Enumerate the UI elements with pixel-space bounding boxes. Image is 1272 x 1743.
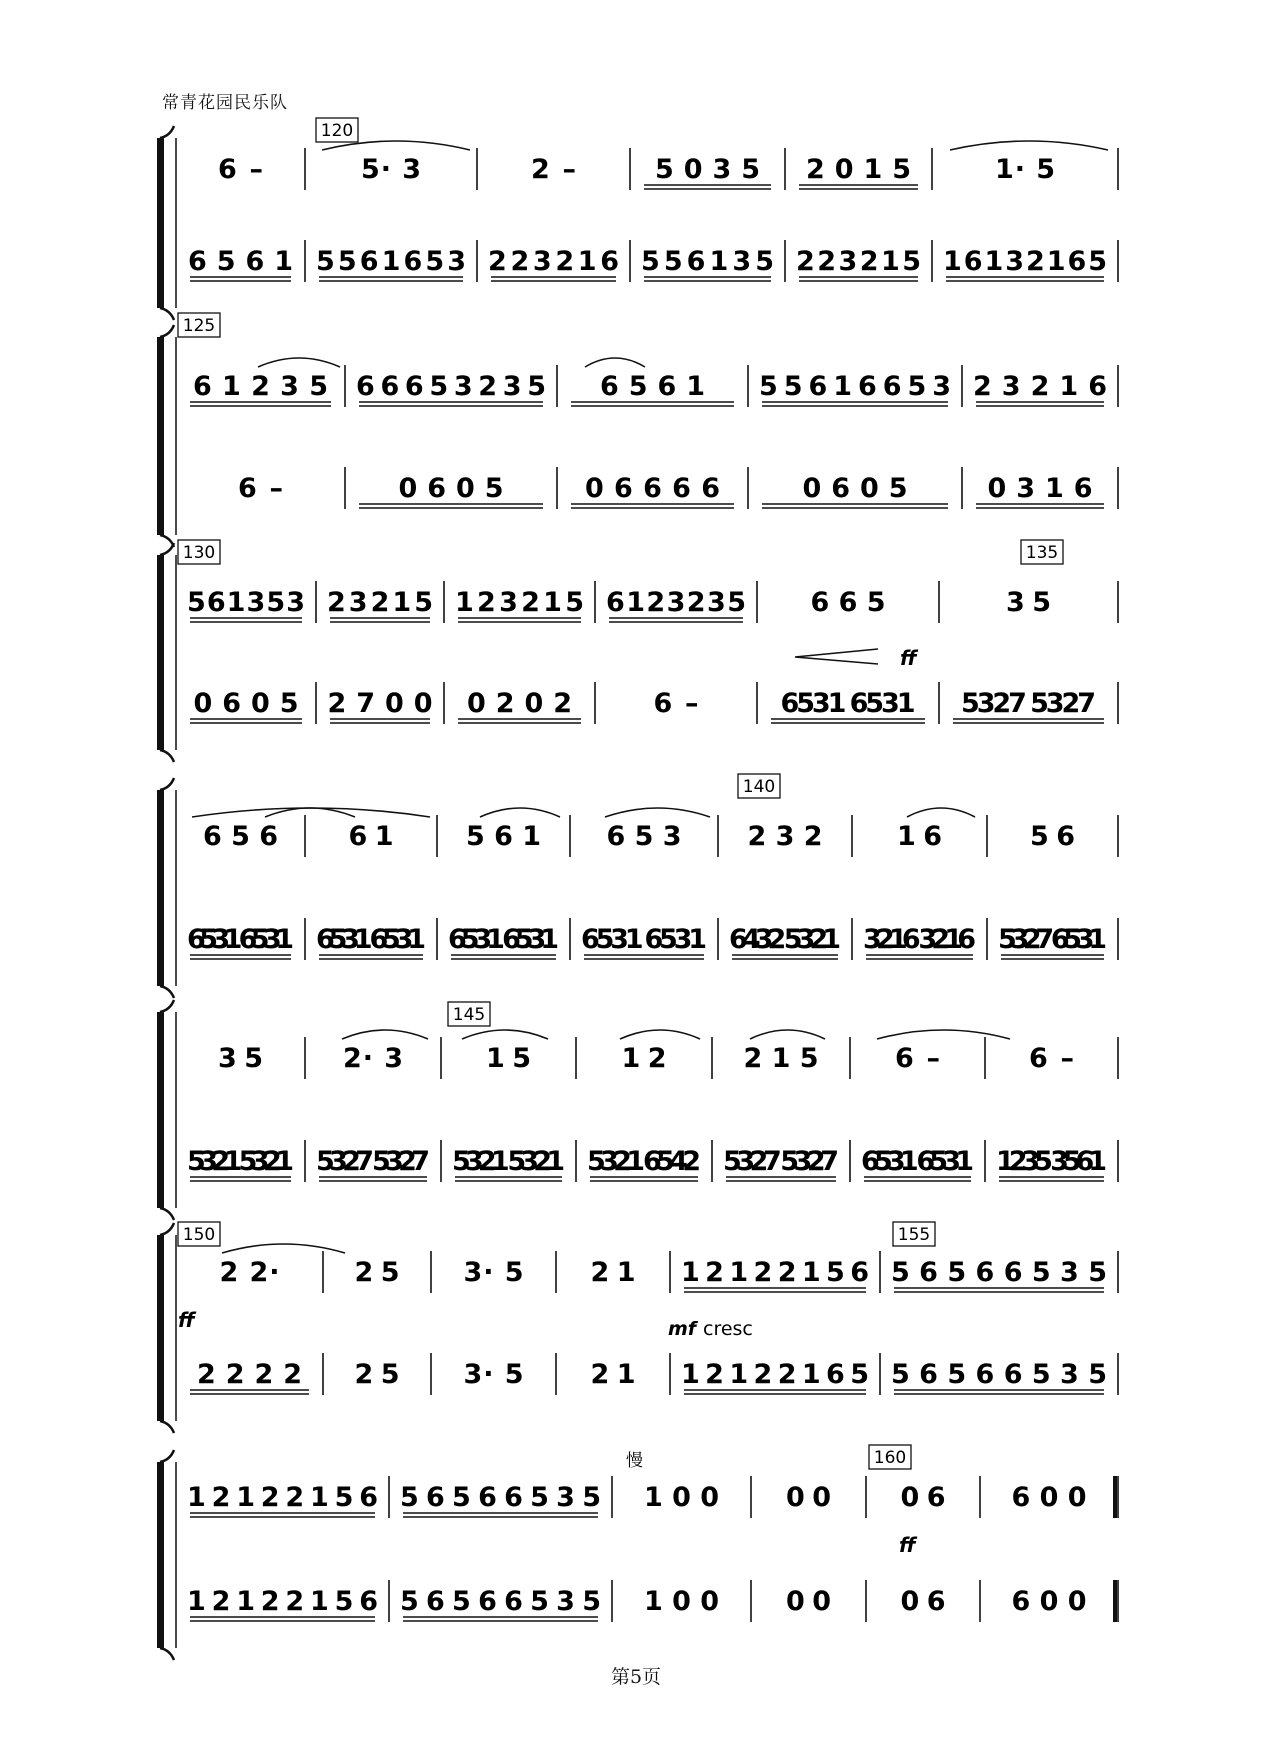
lower-measure: 0 2 0 2	[467, 688, 572, 719]
bracket-hook-top	[160, 1223, 174, 1235]
upper-measure: 6 1 2 3 5	[193, 371, 328, 402]
upper-measure: 3 5	[218, 1043, 263, 1074]
lower-measure: 5327 5327	[723, 1146, 839, 1177]
lower-measure: 0 3 1 6	[987, 473, 1093, 504]
cresc-marking: cresc	[703, 1318, 753, 1340]
rehearsal-mark-number: 140	[742, 777, 776, 797]
lower-measure: 6 0 0	[1011, 1586, 1087, 1617]
upper-measure: 2· 3	[343, 1043, 403, 1074]
lower-measure: 5 6 5 6 6 5 3 5	[891, 1359, 1107, 1390]
upper-measure: 2 2·	[219, 1257, 280, 1288]
upper-measure: 2 1	[590, 1257, 636, 1288]
upper-measure: 5 6 1	[466, 821, 541, 852]
dynamic-ff: ff	[900, 646, 917, 670]
bracket-hook-top	[160, 778, 174, 790]
lower-measure: 5327 5327	[316, 1146, 430, 1177]
lower-measure: 6432 5321	[729, 924, 841, 955]
slur	[222, 1244, 345, 1253]
lower-measure: 0 6 0 5	[398, 473, 504, 504]
upper-measure: 6 5 3	[606, 821, 682, 852]
lower-measure: 0 6	[900, 1586, 946, 1617]
upper-measure: 6 –	[895, 1043, 940, 1074]
upper-measure: 6 5 6	[203, 821, 278, 852]
lower-measure: 1235 3561	[996, 1146, 1107, 1177]
page-number: 第5页	[610, 1666, 662, 1688]
slur	[907, 808, 975, 817]
upper-measure: 6 5 6 1	[600, 371, 705, 402]
bracket-hook-top	[160, 325, 174, 337]
bracket-hook-top	[160, 1450, 174, 1462]
lower-measure: 6 5 6 1	[188, 246, 293, 277]
lower-measure: 2 5	[354, 1359, 400, 1390]
rehearsal-mark-number: 135	[1025, 543, 1059, 563]
lower-measure: 2 2 3 2 1 5	[796, 246, 921, 277]
lower-measure: 6 –	[653, 688, 699, 719]
bracket-hook-top	[160, 126, 174, 138]
lower-measure: 5321 5321	[452, 1146, 565, 1177]
upper-measure: 3· 5	[463, 1257, 524, 1288]
bracket-hook-top	[160, 543, 174, 555]
rehearsal-mark-number: 120	[320, 121, 354, 141]
lower-measure: 0 6 0 5	[802, 473, 908, 504]
upper-measure: 6 –	[1029, 1043, 1074, 1074]
upper-measure: 2 3 2 1 5	[327, 587, 433, 618]
upper-measure: 6 6 6 5 3 2 3 5	[356, 371, 546, 402]
upper-measure: 1 0 0	[644, 1482, 719, 1513]
lower-measure: 3· 5	[463, 1359, 524, 1390]
lower-measure: 0 0	[786, 1586, 831, 1617]
upper-measure: 5 6 1 3 5 3	[187, 587, 305, 618]
rehearsal-mark-number: 160	[873, 1448, 907, 1468]
system-bracket	[157, 1235, 164, 1421]
bracket-hook-bottom	[160, 1208, 174, 1220]
bracket-hook-bottom	[160, 1648, 174, 1660]
dynamic-mf: mf	[668, 1318, 697, 1340]
ensemble-header: 常青花园民乐队	[162, 93, 288, 113]
slur	[950, 141, 1108, 150]
lower-measure: 2 7 0 0	[327, 688, 433, 719]
upper-measure: 2 3 2 1 6	[973, 371, 1107, 402]
upper-measure: 1 2 3 2 1 5	[455, 587, 584, 618]
upper-measure: 0 6	[900, 1482, 946, 1513]
lower-measure: 6531 6531	[581, 924, 707, 955]
upper-measure: 2 –	[531, 154, 576, 185]
upper-measure: 1 2 1 2 2 1 5 6	[681, 1257, 869, 1288]
rehearsal-mark-number: 150	[182, 1225, 216, 1245]
lower-measure: 6531 6531	[316, 924, 426, 955]
system-bracket	[157, 337, 164, 535]
upper-measure: 3 5	[1006, 587, 1051, 618]
upper-measure: 5 6 5 6 6 5 3 5	[400, 1482, 601, 1513]
upper-measure: 6 6 5	[810, 587, 886, 618]
lower-measure: 6531 6531	[861, 1146, 974, 1177]
final-barline-lower	[1113, 1580, 1117, 1622]
slur	[620, 1030, 700, 1039]
bracket-hook-bottom	[160, 308, 174, 320]
final-barline-upper	[1113, 1476, 1117, 1518]
lower-measure: 5 5 6 1 6 5 3	[316, 246, 466, 277]
system-bracket	[157, 1012, 164, 1208]
upper-measure: 5 6	[1030, 821, 1075, 852]
upper-measure: 0 0	[786, 1482, 831, 1513]
lower-measure: 1 2 1 2 2 1 5 6	[187, 1586, 378, 1617]
slur	[258, 358, 340, 367]
lower-measure: 2 2 3 2 1 6	[488, 246, 619, 277]
slur	[480, 808, 560, 817]
upper-measure: 2 0 1 5	[806, 154, 911, 185]
rehearsal-mark-number: 155	[897, 1225, 931, 1245]
rehearsal-mark-number: 130	[182, 543, 216, 563]
system-bracket	[157, 1462, 164, 1648]
upper-measure: 2 3 2	[747, 821, 823, 852]
upper-measure: 1· 5	[995, 154, 1055, 185]
upper-measure: 1 2	[621, 1043, 667, 1074]
slur	[462, 1030, 548, 1039]
system-bracket	[157, 138, 164, 308]
upper-measure: 5· 3	[361, 154, 421, 185]
crescendo-hairpin	[795, 649, 878, 664]
lower-measure: 6531 6531	[448, 924, 559, 955]
lower-measure: 5327 5327	[961, 688, 1096, 719]
bracket-hook-bottom	[160, 750, 174, 762]
lower-measure: 1 2 1 2 2 1 6 5	[681, 1359, 869, 1390]
upper-measure: 6 0 0	[1011, 1482, 1087, 1513]
tempo-marking-slow: 慢	[626, 1451, 643, 1471]
upper-measure: 6 1 2 3 2 3 5	[606, 587, 746, 618]
lower-measure: 2 2 2 2	[197, 1359, 302, 1390]
upper-measure: 1 6	[897, 821, 942, 852]
lower-measure: 1 0 0	[644, 1586, 719, 1617]
slur	[342, 1030, 428, 1039]
rehearsal-mark-number: 145	[452, 1005, 486, 1025]
upper-measure: 5 5 6 1 6 6 5 3	[759, 371, 951, 402]
lower-measure: 5321 5321	[187, 1146, 294, 1177]
slur	[605, 808, 710, 817]
upper-measure: 1 5	[486, 1043, 531, 1074]
lower-measure: 3216 3216	[863, 924, 976, 955]
upper-measure: 6 –	[218, 154, 263, 185]
lower-measure: 0 6 6 6 6	[585, 473, 720, 504]
rehearsal-mark-number: 125	[182, 316, 216, 336]
slur	[750, 1030, 825, 1039]
upper-measure: 6 1	[348, 821, 394, 852]
upper-measure: 2 1 5	[743, 1043, 819, 1074]
lower-measure: 6531 6531	[780, 688, 916, 719]
lower-measure: 6531 6531	[187, 924, 294, 955]
lower-measure: 1 6 1 3 2 1 6 5	[943, 246, 1107, 277]
slur	[877, 1030, 1010, 1039]
lower-measure: 5327 6531	[998, 924, 1107, 955]
lower-measure: 5321 6542	[587, 1146, 701, 1177]
slur	[585, 358, 645, 367]
system-bracket	[157, 790, 164, 986]
system-bracket	[157, 555, 164, 750]
lower-measure: 2 1	[590, 1359, 636, 1390]
slur	[192, 808, 430, 817]
bracket-hook-top	[160, 1000, 174, 1012]
dynamic-ff: ff	[178, 1308, 195, 1332]
upper-measure: 5 6 5 6 6 5 3 5	[891, 1257, 1107, 1288]
lower-measure: 5 6 5 6 6 5 3 5	[400, 1586, 601, 1617]
bracket-hook-bottom	[160, 1421, 174, 1433]
lower-measure: 0 6 0 5	[193, 688, 299, 719]
upper-measure: 5 0 3 5	[655, 154, 760, 185]
upper-measure: 2 5	[354, 1257, 400, 1288]
bracket-hook-bottom	[160, 986, 174, 998]
lower-measure: 6 –	[238, 473, 283, 504]
lower-measure: 5 5 6 1 3 5	[641, 246, 774, 277]
dynamic-ff: ff	[899, 1533, 916, 1557]
upper-measure: 1 2 1 2 2 1 5 6	[187, 1482, 378, 1513]
